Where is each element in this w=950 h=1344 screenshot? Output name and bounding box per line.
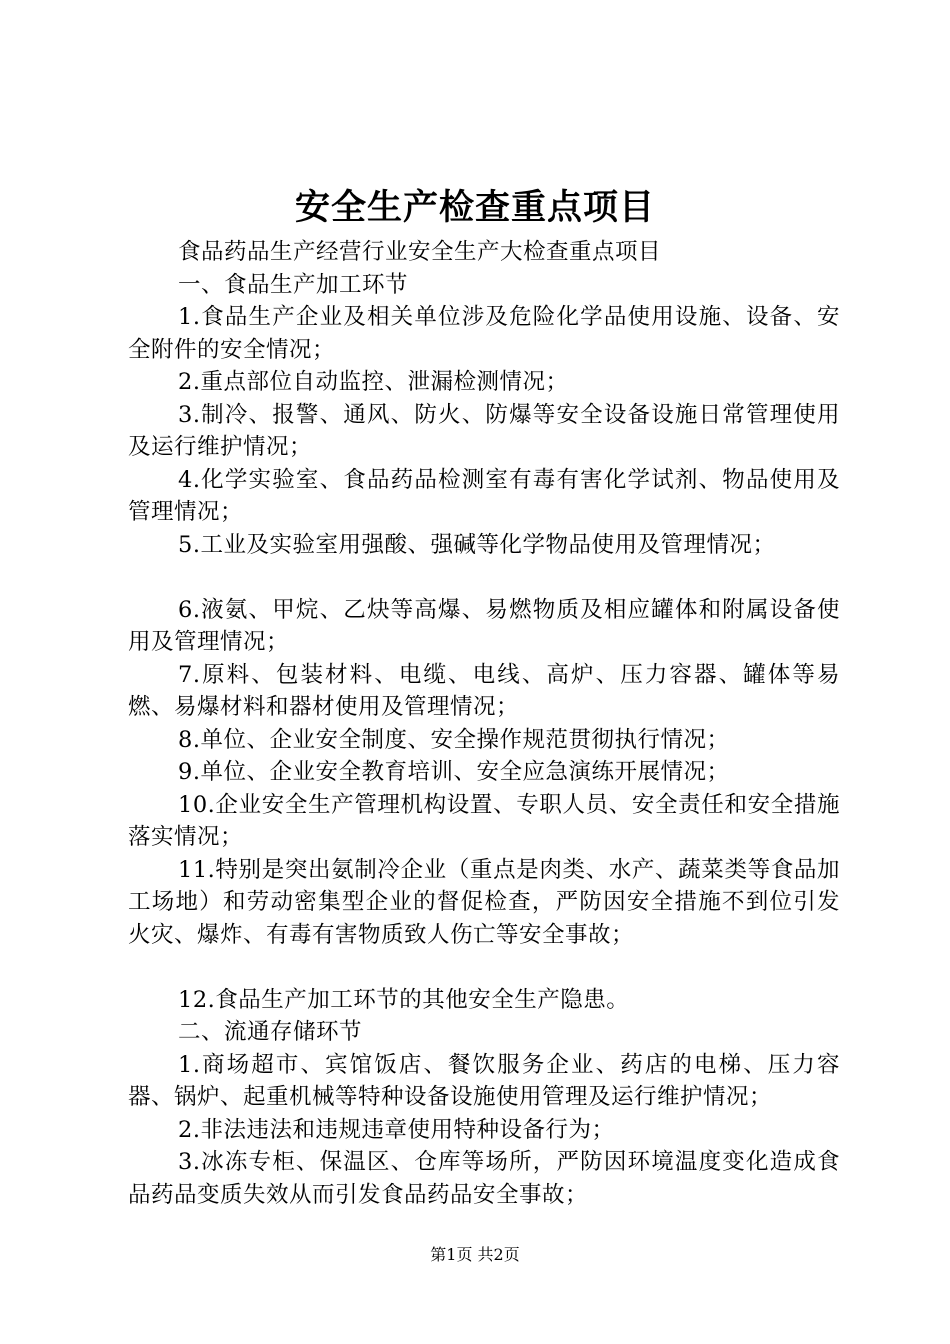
list-item: 12.食品生产加工环节的其他安全生产隐患。 xyxy=(178,986,630,1013)
paragraph-spacer xyxy=(128,951,840,984)
list-item: 1.商场超市、宾馆饭店、餐饮服务企业、药店的电梯、压力容器、锅炉、起重机械等特种设备设施使用管理及运行维护情况； xyxy=(128,1051,840,1110)
list-item: 2.非法违法和违规违章使用特种设备行为； xyxy=(178,1116,615,1143)
list-item: 4.化学实验室、食品药品检测室有毒有害化学试剂、物品使用及管理情况； xyxy=(128,466,840,525)
list-item: 8.单位、企业安全制度、安全操作规范贯彻执行情况； xyxy=(178,726,730,753)
list-item: 5.工业及实验室用强酸、强碱等化学物品使用及管理情况； xyxy=(178,531,776,558)
section-heading-circulation-storage: 二、流通存储环节 xyxy=(178,1019,363,1045)
list-item: 9.单位、企业安全教育培训、安全应急演练开展情况； xyxy=(178,759,730,785)
list-item: 6.液氨、甲烷、乙炔等高爆、易燃物质及相应罐体和附属设备使用及管理情况； xyxy=(128,596,840,655)
list-item: 7.原料、包装材料、电缆、电线、高炉、压力容器、罐体等易燃、易爆材料和器材使用及管理情况； xyxy=(128,661,840,720)
list-item: 3.冰冻专柜、保温区、仓库等场所，严防因环境温度变化造成食品药品变质失效从而引发食品药品安全事故； xyxy=(128,1149,840,1208)
document-title: 安全生产检查重点项目 xyxy=(294,187,655,228)
list-item: 1.食品生产企业及相关单位涉及危险化学品使用设施、设备、安全附件的安全情况； xyxy=(128,304,840,363)
subtitle-paragraph: 食品药品生产经营行业安全生产大检查重点项目 xyxy=(178,239,662,265)
paragraph-spacer xyxy=(128,561,840,594)
page-number-footer: 第1页 共2页 xyxy=(430,1245,520,1264)
list-item: 11.特别是突出氨制冷企业（重点是肉类、水产、蔬菜类等食品加工场地）和劳动密集型企业的督促检查，严防因安全措施不到位引发火灾、爆炸、有毒有害物质致人伤亡等安全事故； xyxy=(128,856,840,948)
list-item: 10.企业安全生产管理机构设置、专职人员、安全责任和安全措施落实情况； xyxy=(128,791,840,850)
list-item: 3.制冷、报警、通风、防火、防爆等安全设备设施日常管理使用及运行维护情况； xyxy=(128,401,840,460)
document-body xyxy=(128,236,840,1211)
section-heading-food-production: 一、食品生产加工环节 xyxy=(178,271,409,298)
list-item: 2.重点部位自动监控、泄漏检测情况； xyxy=(178,369,569,395)
